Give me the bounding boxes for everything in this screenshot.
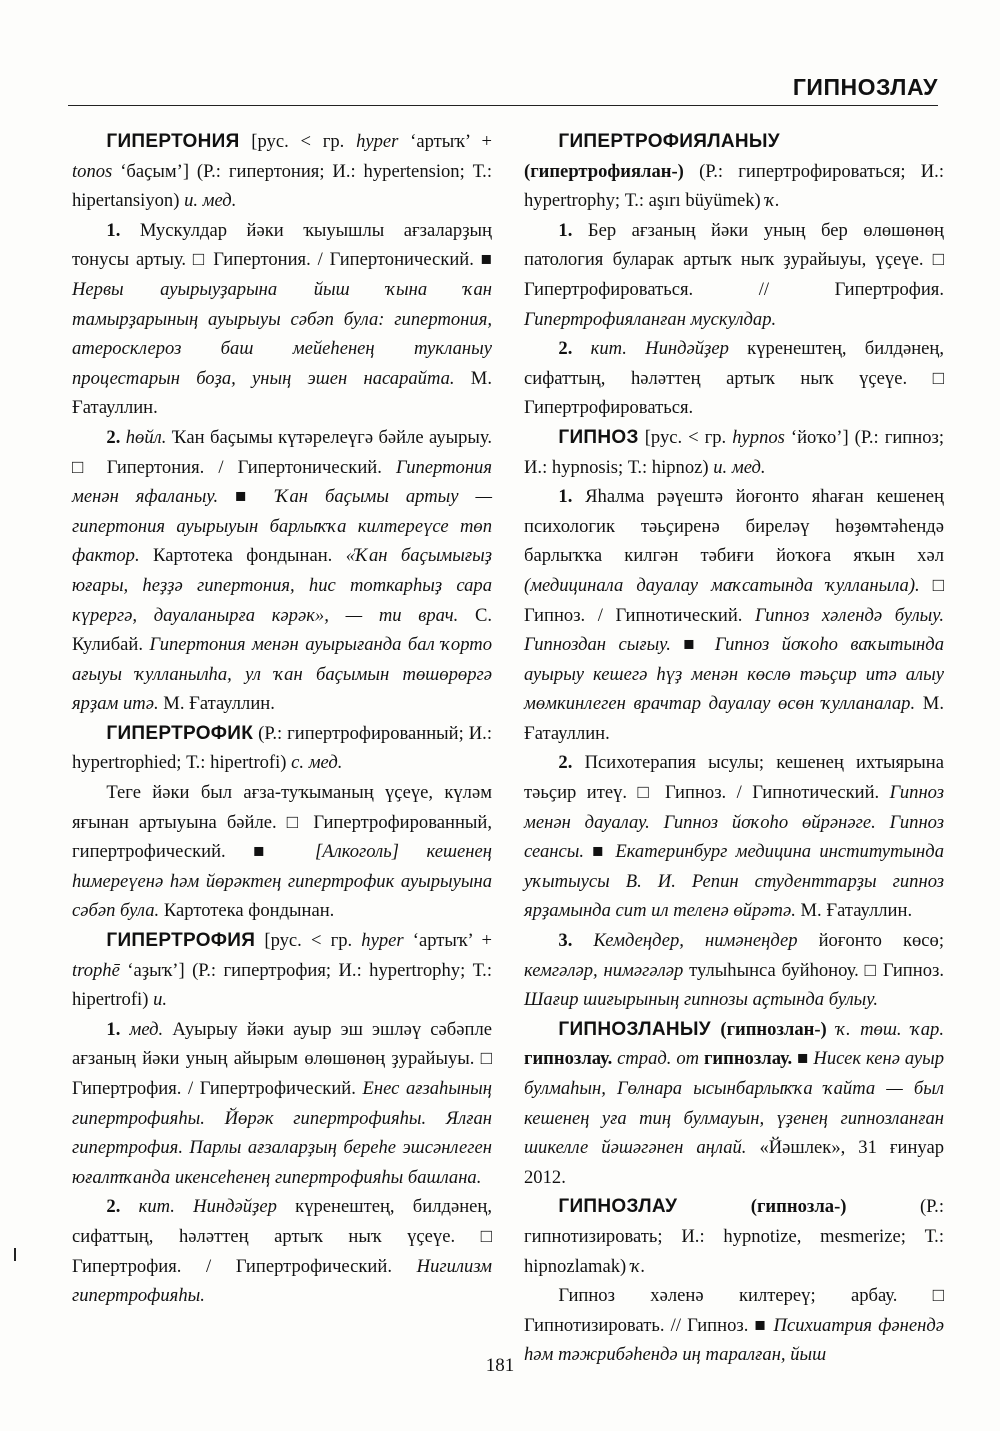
text-run: Психотерапия ысулы; кешенең ихтыярына тәьҫир итеү. □ Гипноз. / Гипнотический. [524, 752, 944, 804]
entry-paragraph [524, 423, 944, 482]
bold-run: гипнозлау. [524, 1048, 613, 1070]
italic-run: Шағир шиғырының гипнозы аҫтында булыу. [524, 989, 878, 1011]
italic-run: Гипноз менән дауалау. Гипноз йоҡоһо өйрәнәге. Гипноз сеансы. [524, 782, 944, 863]
entry-paragraph [524, 1192, 944, 1281]
text-run: күренештең, билдәнең, сифаттың, һәләттең артыҡ ныҡ үҫеүе. □ Гипертрофироваться. [524, 338, 945, 419]
entry-paragraph [524, 748, 944, 926]
text-run: ‘баҫым’] (Р.: гипертония; И.: hypertension; Т.: hipertansiyon) [72, 160, 492, 212]
italic-run: Кемдеңдер, нимәнеңдер [593, 930, 798, 952]
text-run: ‘аҙыҡ’] (Р.: гипертрофия; И.: hypertrophy; Т.: hipertrofi) [72, 959, 492, 1011]
text-run: Теге йәки был ағза-туҡыманың үҫеүе, күләм яғынан артыуына бәйле. □ Гипертрофированный, гипертрофический. ■ [72, 782, 492, 863]
text-run: ■ [670, 634, 715, 656]
headword: ГИПЕРТРОФИК [106, 722, 254, 744]
entry-paragraph [72, 423, 492, 719]
text-run: М. Ғатауллин. [72, 367, 492, 419]
text-run: (Р.: гипертрофироваться; И.: hypertrophy; Т.: aşırı büyümek) [524, 160, 944, 212]
headword: ГИПЕРТРОФИЯЛАНЫУ [558, 131, 780, 152]
text-run: тулыһынса буйһоноу. □ Гипноз. [683, 959, 945, 981]
italic-run: мед. [129, 1018, 164, 1040]
text-run: Картотека фондынан. [159, 900, 335, 922]
text-run [711, 1019, 720, 1040]
entry-paragraph [72, 926, 492, 1015]
text-run: (Р.: гипертрофированный; И.: hypertrophied; Т.: hipertrofi) [72, 722, 492, 774]
bold-run: 1. [558, 219, 573, 241]
entry-paragraph [72, 216, 492, 423]
entry-paragraph [524, 482, 944, 748]
italic-run: Гипертония менән ауырығанда бал ҡорто ағыуы ҡулланылһа, ул ҡан баҫымын төшөрөргә ярҙам итә. [72, 634, 492, 715]
italic-run: Гипертония менән яфаланыу. [72, 456, 492, 508]
italic-run: tonos [72, 160, 113, 182]
text-run: Гипноз хәленә килтереү; арбау. □ Гипнотизировать. // Гипноз. ■ [524, 1285, 944, 1336]
bold-run: (гипнозлан-) [720, 1018, 827, 1040]
italic-run: [Алкоголь] кешенең һимереүенә һәм йөрәктең гипертрофик ауырыуына сәбәп була. [72, 841, 492, 922]
text-run [677, 1196, 751, 1217]
italic-run: Екатеринбург медицина институтында уҡытыусы В. И. Репин студенттарҙы гипноз ярҙамында сит ил теленә өйрәтә. [524, 841, 944, 922]
bold-run: 1. [106, 1018, 130, 1040]
headword: ГИПНОЗ [558, 426, 639, 448]
bold-run: 1. [558, 486, 573, 508]
text-run: Яһалма рәүештә йоғонто яһаған кешенең психологик тәьҫиренә биреләү һөҙөмтәһендә барлыҡҡа килгән тәбиғи йоҡоға яҡын хәл [524, 486, 944, 567]
italic-run: кит. Ниндәйҙер [590, 338, 729, 360]
italic-run: кит. Ниндәйҙер [138, 1196, 277, 1218]
text-run: (Р.: гипнотизировать; И.: hypnotize, mesmerize; Т.: hipnozlamak) [524, 1196, 944, 1277]
text-run: С. Кулибай. [72, 604, 493, 656]
italic-run: Гипноз йоҡоһо ваҡытында ауырыу кешегә һүҙ менән көслө тәьҫир итә алыу мөмкинлеген врачтар дауалау өсөн ҡулланалар. [524, 634, 944, 715]
italic-run: Нигилизм гипертрофияһы. [72, 1255, 492, 1307]
entry-paragraph [524, 334, 944, 423]
text-run: ■ [584, 841, 616, 863]
text-run: Мускулдар йәки ҡыуышлы ағзаларҙың тонусы артыу. □ Гипертония. / Гипертонический. ■ [72, 219, 492, 271]
italic-run: Гипноз хәлендә булыу. Гипноздан сығыу. [524, 604, 944, 656]
headword: ГИПНОЗЛАУ [558, 1196, 678, 1218]
italic-run: Нервы ауырыуҙарына йыш ҡына ҡан тамырҙарының ауырыуы сәбәп була: гипертония, атеросклероз баш мейеһенең тукланыу процестарын боҙа, уның эшен насарайта. [72, 278, 492, 389]
text-run: Картотека фондынан. [139, 545, 346, 567]
text-run: □ Гипноз. / Гипнотический. [524, 574, 944, 626]
italic-run: страд. от [617, 1048, 700, 1070]
italic-run: ҡ. [630, 1255, 646, 1277]
text-run: ‘артыҡ’ + [398, 131, 492, 152]
text-run: «Йәшлек», 31 ғинуар 2012. [524, 1137, 944, 1188]
text-run: күренештең, билдәнең, сифаттың, һәләттең артыҡ ныҡ үҫеүе. □ Гипертрофия. / Гипертрофический. [72, 1196, 493, 1277]
headword: ГИПЕРТРОФИЯ [106, 930, 256, 952]
text-run: М. Ғатауллин. [795, 900, 913, 922]
italic-run: и. [153, 989, 168, 1011]
running-head: ГИПНОЗЛАУ [792, 74, 938, 100]
italic-run: Психиатрия фәнендә һәм тәжрибәһендә иң таралған, йыш [524, 1314, 945, 1366]
text-run: ■ [218, 486, 276, 508]
text-run: М. Ғатауллин. [524, 693, 944, 744]
italic-run: «Ҡан баҫымығыҙ юғары, һеҙҙә гипертония, һис тоткарһыҙ сара күрергә, дауаланырға кәрәк», — ти врач. [72, 545, 492, 626]
bold-run: 1. [106, 219, 121, 241]
bold-run: 2. [106, 1196, 139, 1218]
headword: ГИПНОЗЛАНЫУ [558, 1018, 711, 1040]
italic-run: һөйл. [125, 426, 167, 448]
italic-run: Енес ағзаһының гипертрофияһы. Йөрәк гипертрофияһы. Ялған гипертрофия. Парлы ағзаларҙың береһе эшсәнлеген юғалтҡанда икенсеһенең гипертрофияһы башлана. [72, 1078, 492, 1188]
header-rule [68, 105, 938, 106]
text-run: Ҡан баҫымы күтәрелеүгә бәйле ауырыу. □ Гипертония. / Гипертонический. [72, 426, 493, 478]
text-run: ‘артыҡ’ + [403, 930, 492, 952]
italic-run: Ҡан баҫымы артыу — гипертония ауырыуын барлыҡҡа килтереүсе төп фактор. [72, 486, 492, 567]
entry-paragraph [72, 1192, 492, 1310]
text-run: ‘йоҡо’] (Р.: гипноз; И.: hypnosis; Т.: hipnoz) [524, 426, 944, 478]
entry-paragraph [524, 926, 944, 1015]
text-run: Бер ағзаның йәки уның бер өлөшөнөң патология буларак артыҡ ныҡ ҙурайыуы, үҫеүе. □ Гипертрофироваться. // Гипертрофия. [524, 219, 944, 300]
bold-run: гипнозлау. [703, 1048, 793, 1070]
italic-run: с. мед. [291, 752, 343, 774]
bold-run: 2. [558, 752, 573, 774]
bold-run: (гипертрофиялан-) [524, 160, 684, 182]
text-run: [рус. < гр. [255, 930, 362, 952]
entry-paragraph [524, 127, 944, 216]
bold-run: (гипнозла-) [750, 1196, 847, 1218]
bold-run: 2. [106, 426, 126, 448]
text-run: М. Ғатауллин. [158, 693, 275, 715]
entry-paragraph [72, 778, 492, 926]
italic-run: и. мед. [713, 456, 766, 478]
italic-run: hypnos [732, 426, 785, 448]
italic-run: (медицинала дауалау маҡсатында ҡулланыла). [524, 574, 920, 596]
text-run [827, 1019, 836, 1040]
entry-paragraph [524, 216, 944, 334]
entry-paragraph [72, 1015, 492, 1193]
italic-run: hyper [361, 930, 404, 952]
text-run: [рус. < гр. [638, 426, 733, 448]
italic-run: кемгәләр, нимәгәләр [524, 959, 684, 981]
entry-paragraph [524, 1015, 944, 1193]
scan-mark [14, 1248, 16, 1261]
text-run: ■ [792, 1048, 814, 1070]
entry-paragraph [72, 127, 492, 216]
headword: ГИПЕРТОНИЯ [106, 131, 240, 152]
italic-run: ҡ. төш. ҡар. [836, 1018, 944, 1040]
entry-paragraph [72, 719, 492, 778]
bold-run: 3. [558, 930, 594, 952]
italic-run: Нисек кенә ауыр булмаһын, Гөлнара ысынбарлыҡҡа ҡайта — был кешенең уға тиң булмауын, үҙенең гипнозланған шикелле йәшәгәнен аңлай. [524, 1048, 945, 1159]
text-run: Ауырыу йәки ауыр эш эшләү сәбәпле ағзаның йәки уның айырым өлөшөнөң ҙурайыуы. □ Гипертрофия. / Гипертрофический. [72, 1018, 493, 1099]
text-run: йоғонто көсө; [797, 930, 944, 952]
italic-run: и. мед. [184, 190, 237, 212]
left-column [72, 127, 492, 1311]
bold-run: 2. [558, 338, 591, 360]
italic-run: ҡ. [765, 190, 780, 212]
italic-run: Гипертрофияланған мускулдар. [524, 308, 777, 330]
italic-run: trophē [72, 959, 120, 981]
italic-run: hyper [356, 131, 399, 152]
right-column [524, 127, 944, 1370]
text-run: [рус. < гр. [239, 131, 357, 152]
page-number: 181 [485, 1355, 515, 1376]
